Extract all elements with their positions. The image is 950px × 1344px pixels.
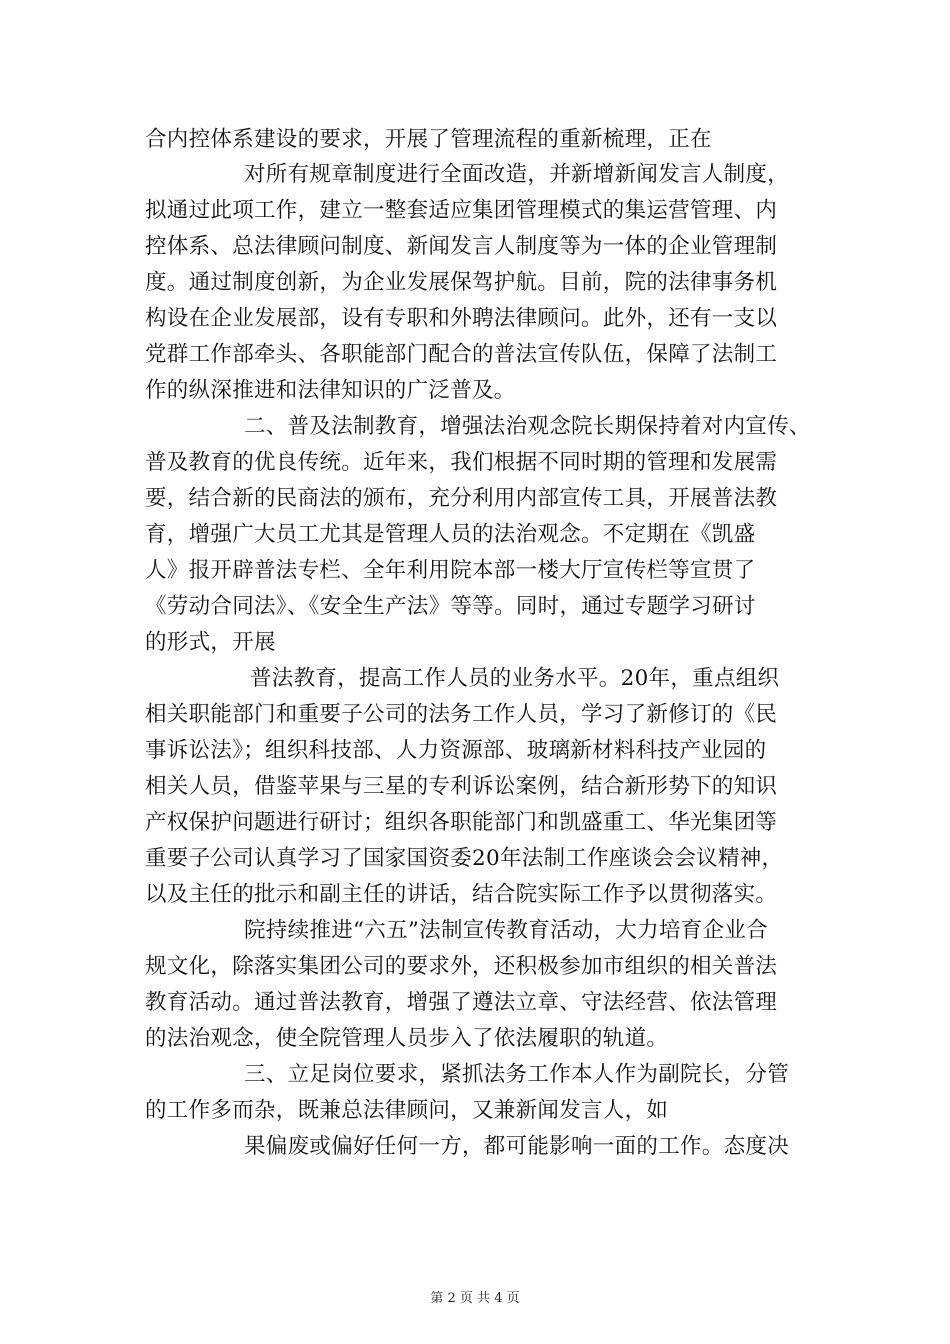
page-number-footer: 第 2 页 共 4 页 [430,1291,520,1306]
text-line-14: 《劳动合同法》、《安全生产法》等等。同时，通过专题学习研讨 [145,594,756,619]
text-line-28: 的工作多而杂，既兼总法律顾问，又兼新闻发言人，如 [145,1098,669,1123]
text-line-3: 拟通过此项工作，建立一整套适应集团管理模式的集运营管理、内 [145,198,778,223]
text-line-8: 作的纵深推进和法律知识的广泛普及。 [145,378,516,403]
text-line-12: 育，增强广大员工尤其是管理人员的法治观念。不定期在《凯盛 [145,522,756,547]
text-line-20: 产权保护问题进行研讨；组织各职能部门和凯盛重工、华光集团等 [145,810,778,835]
text-line-1: 合内控体系建设的要求，开展了管理流程的重新梳理，正在 [145,127,712,152]
text-line-2: 对所有规章制度进行全面改造，并新增新闻发言人制度， [244,162,790,187]
text-line-17: 相关职能部门和重要子公司的法务工作人员，学习了新修订的《民 [145,702,778,727]
text-line-5: 度。通过制度创新，为企业发展保驾护航。目前，院的法律事务机 [145,270,778,295]
text-line-27: 三、立足岗位要求，紧抓法务工作本人作为副院长，分管 [244,1062,790,1087]
text-line-24: 规文化，除落实集团公司的要求外，还积极参加市组织的相关普法 [145,954,778,979]
text-line-25: 教育活动。通过普法教育，增强了遵法立章、守法经营、依法管理 [145,990,778,1015]
text-line-10: 普及教育的优良传统。近年来，我们根据不同时期的管理和发展需 [145,450,778,475]
text-line-16: 普法教育，提高工作人员的业务水平。20年，重点组织 [250,666,780,691]
text-line-4: 控体系、总法律顾问制度、新闻发言人制度等为一体的企业管理制 [145,234,778,259]
text-line-21: 重要子公司认真学习了国家国资委20年法制工作座谈会会议精神， [145,846,784,871]
text-line-7: 党群工作部牵头、各职能部门配合的普法宣传队伍，保障了法制工 [145,342,778,367]
text-line-13: 人》报开辟普法专栏、全年利用院本部一楼大厅宣传栏等宣贯了 [145,558,756,583]
text-line-15: 的形式，开展 [145,630,276,655]
text-line-6: 构设在企业发展部，设有专职和外聘法律顾问。此外，还有一支以 [145,306,778,331]
text-line-26: 的法治观念，使全院管理人员步入了依法履职的轨道。 [145,1026,669,1051]
text-line-9: 二、普及法制教育，增强法治观念院长期保持着对内宣传、 [244,414,811,439]
text-line-19: 相关人员，借鉴苹果与三星的专利诉讼案例，结合新形势下的知识 [145,774,778,799]
text-line-29: 果偏废或偏好任何一方，都可能影响一面的工作。态度决 [244,1134,790,1159]
text-line-18: 事诉讼法》；组织科技部、人力资源部、玻璃新材料科技产业园的 [145,738,767,763]
text-line-22: 以及主任的批示和副主任的讲话，结合院实际工作予以贯彻落实。 [145,882,778,907]
text-line-23: 院持续推进“六五”法制宣传教育活动，大力培育企业合 [244,918,768,943]
text-line-11: 要，结合新的民商法的颁布，充分利用内部宣传工具，开展普法教 [145,486,778,511]
